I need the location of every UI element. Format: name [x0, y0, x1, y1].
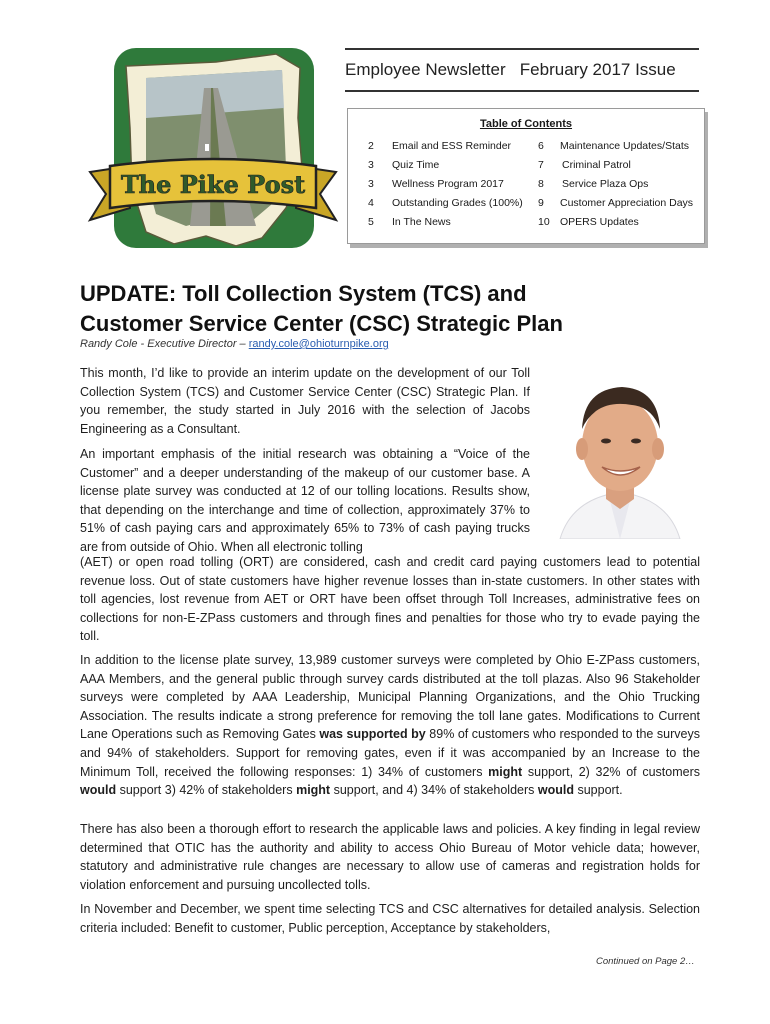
- text-run: support.: [573, 783, 623, 798]
- toc-heading: Table of Contents: [479, 118, 573, 130]
- masthead-rule-bottom: [345, 90, 699, 92]
- article-paragraph: [80, 651, 700, 800]
- article-paragraph: In November and December, we spent time selecting TCS and CSC alternatives for detailed analysis. Selection criteria included: Benefit to customer, Public perception, Acceptance by stakeholders,: [80, 902, 700, 935]
- toc-link[interactable]: OPERS Updates: [560, 216, 639, 228]
- masthead-rule-top: [345, 48, 699, 50]
- toc-page-number: 4: [368, 197, 374, 209]
- toc-link[interactable]: In The News: [392, 216, 451, 228]
- article-headline: [80, 279, 640, 339]
- toc-page-number: 10: [538, 216, 550, 228]
- emphasis: might: [296, 783, 331, 798]
- byline-author: Randy Cole - Executive Director –: [80, 338, 249, 350]
- newsletter-title: Employee Newsletter February 2017 Issue: [345, 60, 676, 79]
- toc-link[interactable]: Criminal Patrol: [562, 159, 631, 171]
- toc-page-number: 6: [538, 140, 544, 152]
- toc-page-number: 8: [538, 178, 544, 190]
- article-paragraph: An important emphasis of the initial research was obtaining a “Voice of the Customer” and a deeper understanding of the makeup of our customer base. A license plate survey was conducted at 12 of our tolling locations. Results show, that depending on the interchange and time of collection, approximately 37% to 51% of cash paying cars and approximately 65% to 73% of cash paying trucks are from outside of Ohio. When all electronic tolling: [80, 447, 530, 554]
- toc-page-number: 3: [368, 178, 374, 190]
- pike-post-logo: [86, 48, 340, 274]
- toc-page-number: 3: [368, 159, 374, 171]
- article-paragraph: (AET) or open road tolling (ORT) are considered, cash and credit card paying customers lead to potential revenue loss. Out of state customers have higher revenue losses than in-state customers. In other states with toll agencies, lost revenue from AET or ORT have been offset through Toll Increases, administrative fees on collections for non-E-ZPass customers and through fines and penalties for those who try to evade paying the toll.: [80, 555, 700, 644]
- author-portrait: [540, 367, 700, 539]
- toc-link[interactable]: Service Plaza Ops: [562, 178, 649, 190]
- toc-link[interactable]: Maintenance Updates/Stats: [560, 140, 689, 152]
- emphasis: might: [488, 764, 523, 779]
- toc-page-number: 5: [368, 216, 374, 228]
- toc-link[interactable]: Quiz Time: [392, 159, 440, 171]
- emphasis: was supported by: [319, 727, 426, 742]
- toc-row: [348, 140, 704, 154]
- text-run: support, and 4) 34% of stakeholders: [330, 783, 538, 798]
- text-run: In addition to the license plate survey, 13,989 customer surveys were completed by Ohio E-ZPass customers, AAA Members, and the general public through survey cards distributed at the toll plazas. Also 96 Stakeholder surveys were completed by AAA Leadership, Municipal Planning Organizations, and the Ohio Trucking Association. The results indicate a strong preference for removing the toll lane gates. Modifications to Current Lane Operations such as Removing Gates: [80, 653, 700, 742]
- toc-page-number: 7: [538, 159, 544, 171]
- text-run: support, 2) 32% of customers: [522, 764, 700, 779]
- text-run: 89% of customers who responded to the surveys and 94% of stakeholders. Support for removing gates, even if it was accompanied by an Increase to the Minimum Toll, received the following responses: 1) 34% of customers: [80, 727, 700, 779]
- headline-line-2: Customer Service Center (CSC) Strategic Plan: [80, 311, 563, 336]
- emphasis: would: [80, 783, 117, 798]
- emphasis: would: [537, 783, 574, 798]
- text-run: support 3) 42% of stakeholders: [116, 783, 297, 798]
- toc-link[interactable]: Wellness Program 2017: [392, 178, 504, 190]
- byline: [80, 338, 389, 350]
- article-paragraph: This month, I’d like to provide an interim update on the development of our Toll Collection System (TCS) and Customer Service Center (CSC) Strategic Plan. If you remember, the study started in July 2016 with the selection of Jacobs Engineering as a Consultant.: [80, 366, 530, 436]
- headline-line-1: UPDATE: Toll Collection System (TCS) and: [80, 281, 527, 306]
- toc-row: [348, 197, 704, 211]
- logo-text: The Pike Post: [120, 170, 306, 199]
- author-email-link[interactable]: randy.cole@ohioturnpike.org: [248, 338, 389, 350]
- table-of-contents: [347, 108, 705, 244]
- continued-note: Continued on Page 2…: [596, 956, 695, 967]
- toc-link[interactable]: Outstanding Grades (100%): [392, 197, 523, 209]
- toc-row: [348, 159, 704, 173]
- article-paragraph: There has also been a thorough effort to research the applicable laws and policies. A key finding in legal review determined that OTIC has the authority and ability to access Ohio Bureau of Motor vehicle data; however, statutory and administrative rule changes are necessary to allow use of cameras and registration holds for violation enforcement and pursuing uncollected tolls.: [80, 822, 700, 892]
- toc-page-number: 2: [368, 140, 374, 152]
- toc-page-number: 9: [538, 197, 544, 209]
- toc-link[interactable]: Email and ESS Reminder: [392, 140, 512, 152]
- toc-link[interactable]: Customer Appreciation Days: [560, 197, 694, 209]
- toc-row: [348, 178, 704, 192]
- toc-row: [348, 216, 704, 230]
